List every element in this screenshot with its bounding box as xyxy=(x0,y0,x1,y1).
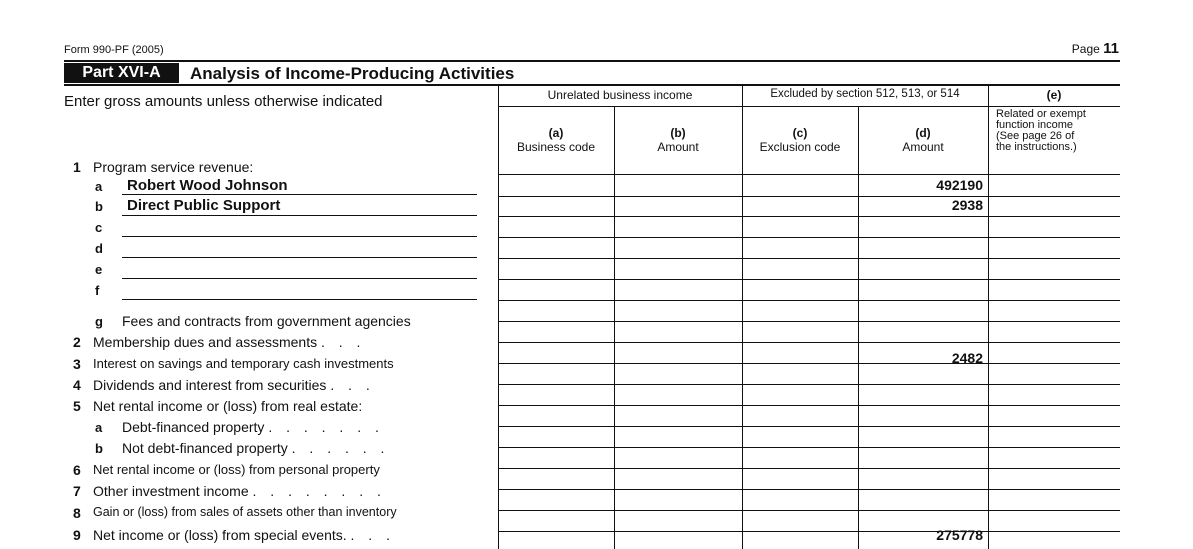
col-c-header: (c) Exclusion code xyxy=(759,126,841,154)
row-6-num: 6 xyxy=(73,462,81,478)
row-1-label: Program service revenue: xyxy=(93,159,254,175)
grid-line xyxy=(498,384,1120,385)
grid-line xyxy=(498,363,1120,364)
col-e-header: Related or exempt function income (See page 26 of the instructions.) xyxy=(996,108,1086,153)
row-8-num: 8 xyxy=(73,505,81,521)
row-1g-letter: g xyxy=(95,314,103,329)
row-5-label: Net rental income or (loss) from real estate: xyxy=(93,398,363,414)
col-e-letter: (e) xyxy=(1046,88,1062,102)
form-name: Form 990-PF (2005) xyxy=(64,44,164,56)
row-1-num: 1 xyxy=(73,159,81,175)
title-rule xyxy=(64,84,1120,86)
row-5a-label: Debt-financed property . . . . . . . xyxy=(122,419,384,435)
part-label: Part XVI-A xyxy=(64,63,179,83)
row-5a-letter: a xyxy=(95,420,103,435)
grid-line xyxy=(498,300,1120,301)
line-1a-rule xyxy=(122,194,477,195)
line-1f-rule xyxy=(122,299,477,300)
grid-line xyxy=(498,258,1120,259)
grid-col-line xyxy=(988,86,989,549)
row-1a-amount-d: 492190 xyxy=(936,177,983,193)
line-1c-rule xyxy=(122,236,477,237)
row-9-num: 9 xyxy=(73,527,81,543)
grid-line xyxy=(498,531,1120,532)
top-rule xyxy=(64,60,1120,62)
grid-line xyxy=(498,447,1120,448)
row-7-num: 7 xyxy=(73,483,81,499)
row-4-label: Dividends and interest from securities . . . xyxy=(93,377,375,393)
row-1b-letter: b xyxy=(95,199,103,214)
row-5b-letter: b xyxy=(95,441,103,456)
grid-line xyxy=(498,279,1120,280)
row-2-num: 2 xyxy=(73,334,81,350)
instruction-text: Enter gross amounts unless otherwise indicated xyxy=(64,93,383,110)
grid-line xyxy=(498,405,1120,406)
grid-line xyxy=(498,468,1120,469)
grid-line xyxy=(498,342,1120,343)
col-b-header: (b) Amount xyxy=(657,126,699,154)
grid-line xyxy=(498,321,1120,322)
page-number: Page 11 xyxy=(1071,40,1119,57)
grid-line xyxy=(498,174,1120,175)
grid-line xyxy=(498,510,1120,511)
grid-line xyxy=(498,237,1120,238)
row-9-label: Net income or (loss) from special events. . . . xyxy=(93,527,395,543)
row-1e-letter: e xyxy=(95,262,103,277)
row-8-label: Gain or (loss) from sales of assets other than inventory xyxy=(93,505,397,519)
grid-line xyxy=(498,489,1120,490)
unrelated-header: Unrelated business income xyxy=(547,88,693,102)
line-1e-rule xyxy=(122,278,477,279)
excluded-header: Excluded by section 512, 513, or 514 xyxy=(770,88,960,100)
grid-col-line xyxy=(614,106,615,549)
row-1b-amount-d: 2938 xyxy=(951,197,983,213)
row-3-amount-d: 2482 xyxy=(951,350,983,366)
row-1b-description: Direct Public Support xyxy=(127,197,281,214)
line-1b-rule xyxy=(122,215,477,216)
grid-col-line xyxy=(858,106,859,549)
row-4-num: 4 xyxy=(73,377,81,393)
row-1f-letter: f xyxy=(95,283,100,298)
grid-col-line xyxy=(742,86,743,549)
row-5b-label: Not debt-financed property . . . . . . xyxy=(122,440,390,456)
row-1a-letter: a xyxy=(95,179,103,194)
grid-line xyxy=(498,426,1120,427)
row-3-label: Interest on savings and temporary cash investments xyxy=(93,356,394,371)
grid-line xyxy=(498,216,1120,217)
row-6-label: Net rental income or (loss) from personal property xyxy=(93,462,380,477)
row-1g-label: Fees and contracts from government agencies xyxy=(122,313,411,329)
row-5-num: 5 xyxy=(73,398,81,414)
col-a-header: (a) Business code xyxy=(516,126,596,154)
row-1d-letter: d xyxy=(95,241,103,256)
part-title: Analysis of Income-Producing Activities xyxy=(190,64,515,83)
row-1a-description: Robert Wood Johnson xyxy=(127,177,288,194)
grid-line xyxy=(498,106,1120,107)
line-1d-rule xyxy=(122,257,477,258)
row-3-num: 3 xyxy=(73,356,81,372)
col-d-header: (d) Amount xyxy=(902,126,944,154)
row-9-amount-d: 275778 xyxy=(936,527,983,543)
row-1c-letter: c xyxy=(95,220,103,235)
row-7-label: Other investment income . . . . . . . . xyxy=(93,483,386,499)
grid-line xyxy=(498,196,1120,197)
grid-col-line xyxy=(498,86,499,549)
row-2-label: Membership dues and assessments . . . xyxy=(93,334,366,350)
